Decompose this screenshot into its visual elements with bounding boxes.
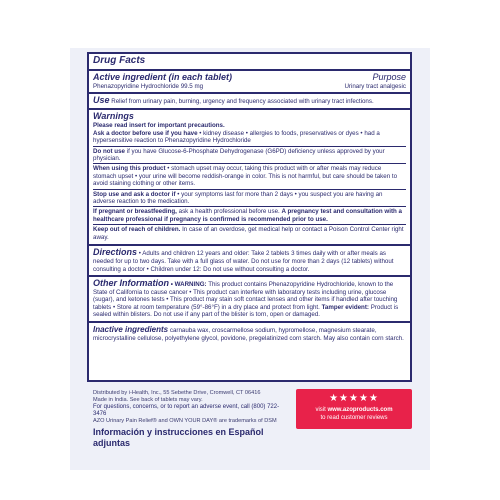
active-ingredient-purpose: Urinary tract analgesic xyxy=(344,83,406,90)
do-not-use-warning xyxy=(93,148,406,163)
ask-doctor-label: Ask a doctor before use if you have xyxy=(93,129,198,137)
use-text: Relief from urinary pain, burning, urgency and frequency associated with urinary tract infections. xyxy=(111,98,374,106)
do-not-use-text: if you have Glucose-6-Phosphate Dehydrogenase (G6PD) deficiency unless approved by your physician. xyxy=(93,147,385,163)
reviews-badge-text xyxy=(296,406,412,422)
pregnancy-warning xyxy=(93,208,406,223)
reviews-text: to read customer reviews xyxy=(320,415,388,421)
package-footer xyxy=(93,390,288,449)
pregnancy-label: If pregnant or breastfeeding, xyxy=(93,208,177,216)
visit-prefix: visit xyxy=(315,407,328,413)
distributor-info: Distributed by i-Health, Inc., 55 Sebethe Drive, Cromwell, CT 06416 xyxy=(93,390,261,396)
cancer-warning-label: • WARNING: xyxy=(170,280,207,288)
divider xyxy=(93,224,406,225)
divider xyxy=(93,163,406,164)
pregnancy-bold-text: A pregnancy test and consultation with a healthcare professional if pregnancy is confirmed is recommended prior to use. xyxy=(93,208,402,223)
directions-section xyxy=(89,246,410,277)
keep-out-text: In case of an overdose, get medical help or contact a Poison Control Center right away. xyxy=(93,226,404,241)
when-using-text: • stomach upset may occur, taking this product with or after meals may reduce stomach upset • your urine will become reddish-orange in color. This is not harmful, but care should be taken to avoid staining clothing or other items. xyxy=(93,165,398,188)
other-information-section xyxy=(89,277,410,323)
when-using-warning xyxy=(93,165,406,187)
stop-use-label: Stop use and ask a doctor if xyxy=(93,190,176,198)
keep-out-warning xyxy=(93,226,406,241)
warnings-section xyxy=(89,110,410,246)
directions-text: • Adults and children 12 years and older: Take 2 tablets 3 times daily with or after meals as needed for up to two days. Take with a full glass of water. Do not use for more than 2 days (12 tablets) without consulting a doctor • Children under 12: Do not use without consulting a doctor. xyxy=(93,250,394,273)
other-information-heading: Other Information xyxy=(93,277,169,288)
active-ingredient-section xyxy=(89,71,410,94)
ask-doctor-text: • kidney disease • allergies to foods, preservatives or dyes • had a hypersensitive reaction to Phenazopyridine Hydrochloride xyxy=(93,129,380,145)
pregnancy-text: ask a health professional before use. xyxy=(178,208,280,216)
warnings-heading: Warnings xyxy=(93,111,134,122)
inactive-ingredients-heading: Inactive ingredients xyxy=(93,324,169,334)
purpose-heading: Purpose xyxy=(372,72,406,82)
divider xyxy=(93,146,406,147)
active-ingredient-heading: Active ingredient (in each tablet) xyxy=(93,72,233,82)
use-heading: Use xyxy=(93,95,110,106)
stop-use-text: • your symptoms last for more than 2 days • you suspect you are having an adverse reaction to the medication. xyxy=(93,190,383,206)
use-section xyxy=(89,94,410,110)
do-not-use-label: Do not use xyxy=(93,147,125,155)
tamper-evident-text: Product is sealed within blisters. Do not use if any part of the blister is torn, open or damaged. xyxy=(93,303,399,319)
insert-note: Please read insert for important precautions. xyxy=(93,122,225,130)
drug-facts-title: Drug Facts xyxy=(93,55,146,66)
drug-facts-title-section xyxy=(89,54,410,71)
star-rating-icon: ★★★★★ xyxy=(329,393,379,404)
drug-facts-panel xyxy=(87,52,412,382)
package-top-band xyxy=(70,30,430,48)
website-link[interactable]: www.azoproducts.com xyxy=(327,407,393,413)
questions-contact: For questions, concerns, or to report an adverse event, call (800) 722-3476 xyxy=(93,404,280,418)
other-information-text: This product contains Phenazopyridine Hydrochloride, known to the State of California to cause cancer • This product can interfere with laboratory tests including urine, glucose (sugar), and ketones tests • This product may stain soft contact lenses and other items if handled after touching tablets • Store at room temperature (59°-86°F) in a dry place and protect from light. xyxy=(93,280,398,311)
reviews-badge xyxy=(296,389,412,429)
when-using-label: When using this product xyxy=(93,165,166,173)
ask-doctor-warning xyxy=(93,130,406,145)
divider xyxy=(93,189,406,190)
divider xyxy=(93,206,406,207)
stop-use-warning xyxy=(93,191,406,206)
inactive-ingredients-section xyxy=(89,323,410,344)
inactive-ingredients-text: carnauba wax, croscarmellose sodium, hypromellose, magnesium stearate, microcrystalline cellulose, polyethylene glycol, povidone, pregelatinized corn starch. May also contain corn starch. xyxy=(93,326,404,342)
made-in-info: Made in India. See back of tablets may vary. xyxy=(93,397,203,403)
active-ingredient-name: Phenazopyridine Hydrochloride 99.5 mg xyxy=(93,83,204,90)
spanish-instructions-note: Información y instrucciones en Español adjuntas xyxy=(93,427,264,449)
trademark-notice: AZO Urinary Pain Relief® and OWN YOUR DAY® are trademarks of DSM xyxy=(93,418,277,425)
tamper-evident-label: Tamper evident: xyxy=(321,303,369,311)
keep-out-label: Keep out of reach of children. xyxy=(93,226,181,234)
directions-heading: Directions xyxy=(93,247,138,258)
